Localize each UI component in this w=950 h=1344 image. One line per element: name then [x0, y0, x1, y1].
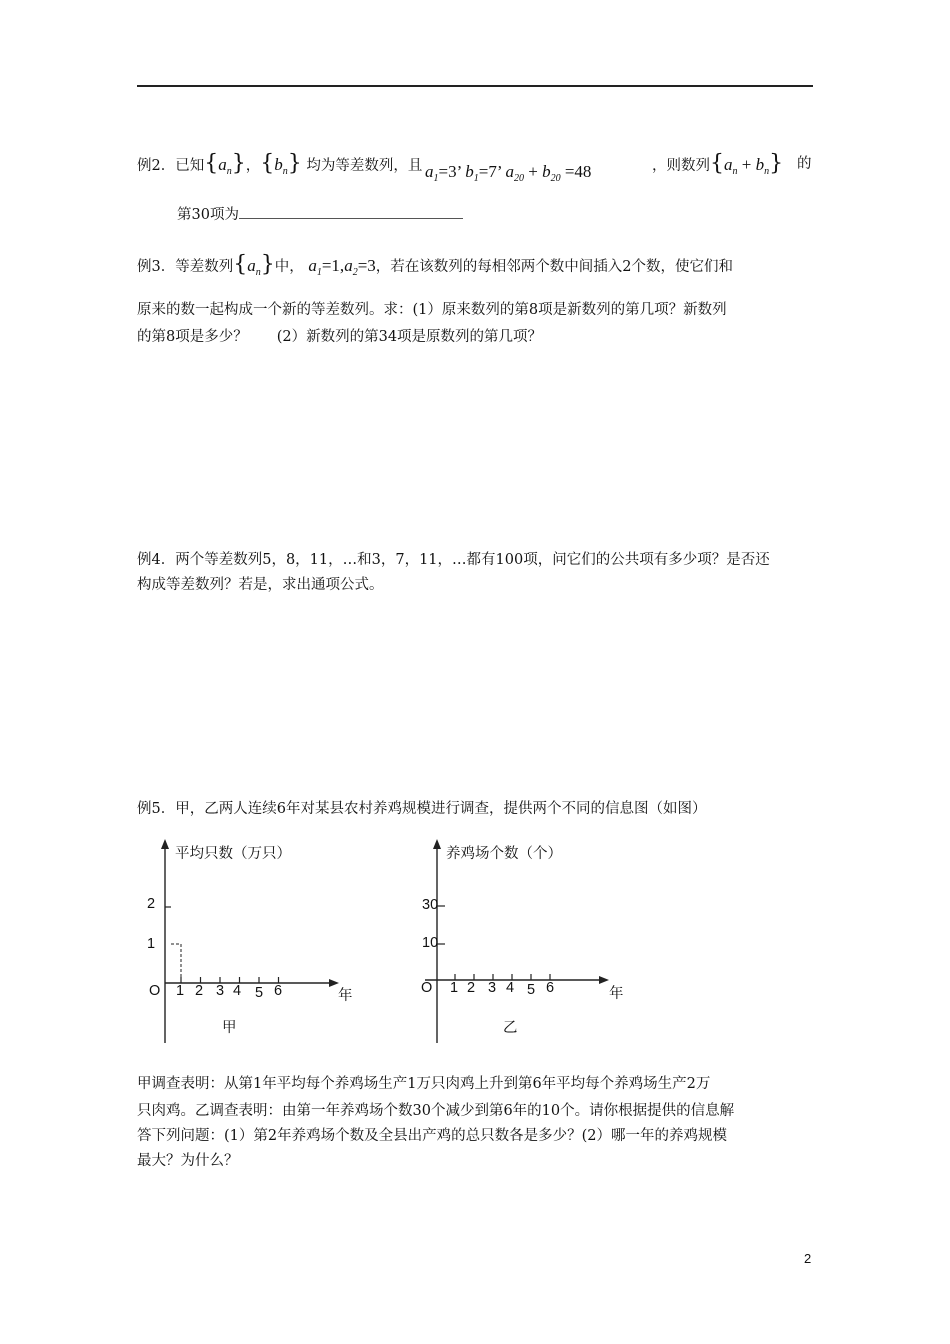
example-2-text: 均为等差数列，且	[306, 158, 423, 174]
example-2-tail: ，则数列$\{a_n + b_n\}$	[652, 151, 784, 177]
chart-jia-origin: O	[149, 983, 161, 999]
chart-yi-ytick-label-30: 30	[422, 897, 439, 913]
chart-jia	[135, 835, 365, 1050]
example-4-line-2: 构成等差数列？若是，求出通项公式。	[137, 577, 384, 593]
example-3-condition: $a_1=1,a_2=3$	[308, 256, 376, 278]
comma: ，	[245, 158, 261, 174]
example-2-label: 例2．已知	[137, 158, 205, 174]
chart-yi-origin: O	[421, 980, 433, 996]
answer-blank[interactable]	[239, 203, 463, 219]
header-rule	[137, 85, 813, 87]
example-3-line-3: 的第8项是多少？ (2）新数列的第34项是原数列的第几项？	[137, 329, 543, 345]
chart-jia-y-arrow	[161, 839, 169, 849]
example-2-line-2: 第30项为	[177, 203, 463, 225]
seq-a-braced-3: $\{a_n\}$	[233, 252, 275, 278]
chart-yi-xtick-label-3: 3	[488, 980, 497, 996]
chart-yi-xlabel: 年	[609, 986, 624, 1002]
example-5-para-1: 甲调查表明：从第1年平均每个养鸡场生产1万只肉鸡上升到第6年平均每个养鸡场生产2万	[137, 1076, 711, 1092]
example-2-line-1	[137, 151, 423, 182]
chart-yi-xtick-label-2: 2	[467, 980, 476, 996]
chart-yi-ylabel: 养鸡场个数（个）	[446, 846, 562, 862]
chart-yi-ytick-label-10: 10	[422, 935, 439, 951]
chart-yi-caption: 乙	[503, 1020, 518, 1036]
chart-yi-xtick-label-6: 6	[546, 980, 555, 996]
example-3-line-1: 例3．等差数列$\{a_n\}$中， $a_1=1,a_2=3$，若在该数列的每相邻两个数中间插入2个数，使它们和	[137, 252, 734, 278]
example-4-line-1: 例4．两个等差数列5，8，11，…和3，7，11，…都有100项，问它们的公共项有多少项？是否还	[137, 552, 770, 568]
chart-yi-xtick-label-1: 1	[450, 980, 459, 996]
chart-jia-ytick-label-1: 1	[147, 936, 156, 952]
example-3-line-2: 原来的数一起构成一个新的等差数列。求：(1）原来数列的第8项是新数列的第几项？新数列	[137, 302, 727, 318]
chart-yi-xtick-label-4: 4	[506, 980, 515, 996]
chart-jia-xtick-label-6: 6	[274, 983, 283, 999]
chart-jia-ytick-label-2: 2	[147, 896, 156, 912]
seq-sum-braced: $\{a_n + b_n\}$	[710, 151, 784, 177]
chart-yi-x-arrow	[599, 976, 609, 984]
seq-a-braced: $\{a_n\}$	[204, 151, 246, 177]
chart-jia-xtick-label-1: 1	[176, 983, 185, 999]
example-2-de: 的	[797, 156, 812, 172]
example-5-para-2: 只肉鸡。乙调查表明：由第一年养鸡场个数30个减少到第6年的10个。请你根据提供的信息解	[137, 1103, 735, 1119]
chart-jia-xtick-label-2: 2	[195, 983, 204, 999]
chart-jia-xlabel: 年	[338, 988, 353, 1004]
chart-yi-y-arrow	[433, 839, 441, 849]
chart-jia-ylabel: 平均只数（万只）	[175, 846, 291, 862]
example-5-para-3: 答下列问题：(1）第2年养鸡场个数及全县出产鸡的总只数各是多少？(2）哪一年的养鸡规模	[137, 1128, 727, 1144]
page-number: 2	[804, 1251, 812, 1266]
chart-jia-xtick-label-5: 5	[255, 985, 264, 1001]
chart-jia-xtick-label-3: 3	[216, 983, 225, 999]
example-2-conditions: $a_1=3$’ $b_1=7$’ $a_{20} + b_{20} =48$	[425, 162, 592, 184]
seq-b-braced: $\{b_n\}$	[260, 151, 302, 177]
example-5-para-4: 最大？为什么？	[137, 1153, 239, 1169]
chart-jia-xtick-label-4: 4	[233, 983, 242, 999]
example-5-line-1: 例5．甲，乙两人连续6年对某县农村养鸡规模进行调查，提供两个不同的信息图（如图）	[137, 801, 707, 817]
chart-jia-caption: 甲	[222, 1020, 237, 1036]
chart-yi-xtick-label-5: 5	[527, 982, 536, 998]
